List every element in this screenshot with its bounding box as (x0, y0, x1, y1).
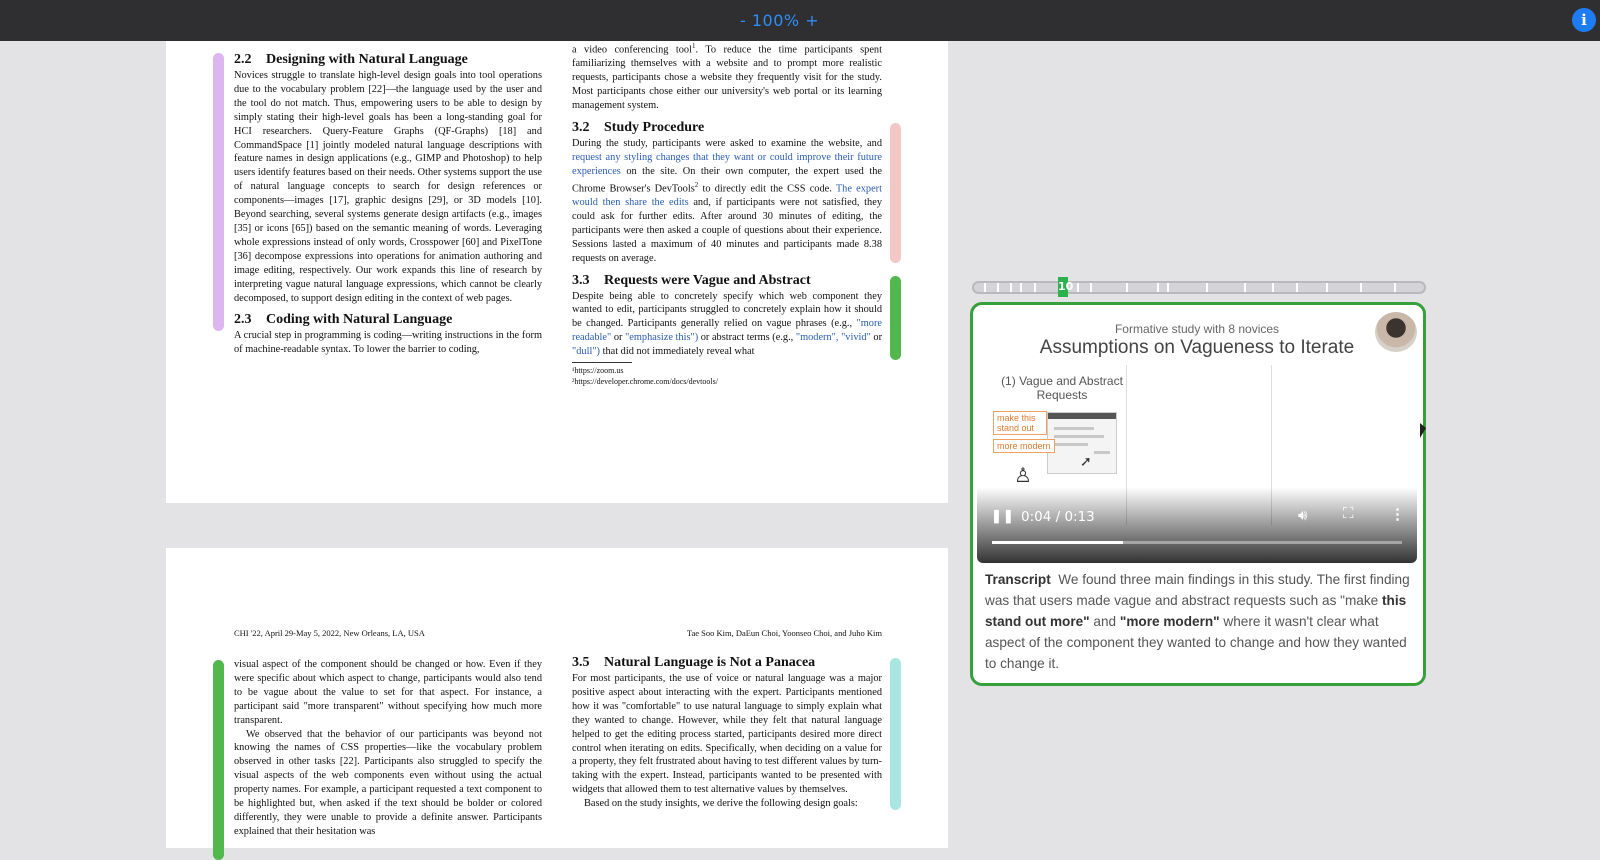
timeline-tick (1360, 283, 1362, 292)
highlighted-text-link[interactable]: "modern", "vivid" (795, 332, 871, 344)
zoom-control (740, 11, 819, 30)
timeline-tick (1326, 283, 1328, 292)
user-icon: ♙ (1014, 465, 1032, 487)
request-bubble: make this stand out (993, 411, 1047, 435)
highlighted-text-link[interactable]: request any styling changes that they want or could improve their future experiences (572, 151, 882, 177)
timeline-tick (1206, 283, 1208, 292)
section-heading-2-2: 2.2 Designing with Natural Language (234, 52, 468, 67)
timeline-tick (1394, 283, 1396, 292)
click-cursor-icon: ➚ (1080, 453, 1092, 469)
timeline-tick (1272, 283, 1274, 292)
highlight-bar-teal[interactable] (890, 658, 901, 810)
timeline-tick (1077, 283, 1079, 292)
highlight-bar-pink[interactable] (890, 123, 901, 263)
running-header-left: CHI '22, April 29-May 5, 2022, New Orleans, LA, USA (234, 628, 425, 638)
fullscreen-icon[interactable]: ⛶ (1343, 505, 1354, 522)
section-heading-2-3: 2.3 Coding with Natural Language (234, 312, 453, 328)
section-heading-3-2: 3.2 Study Procedure (572, 119, 705, 135)
timeline-tick (1020, 283, 1022, 292)
timeline-tick (1034, 283, 1036, 292)
right-column (572, 40, 882, 387)
left-column (234, 658, 542, 839)
video-timeline[interactable] (972, 281, 1426, 294)
highlighted-text-link[interactable]: The expert would then share the edits (572, 183, 882, 209)
mouse-cursor (1420, 423, 1426, 438)
timeline-tick (1167, 283, 1169, 292)
video-progress-bar[interactable] (992, 541, 1402, 544)
transcript: Transcript We found three main findings in this study. The first finding was that users made vague and abstract requests such as "make this stand out more" and "more modern" where it wasn't clear what aspect of the component they wanted to change and how they wanted to change it. (985, 572, 1410, 671)
paragraph: We observed that the behavior of our participants was beyond not knowing the names of CSS properties—like the vocabulary problem observed in other tasks [22]. Participants also struggled to specify the visual aspects of the web components even without using the actual property names. For example, a participant requested a text component to be highlighted but, when asked if the text should be bolder or colored differently, they were unable to provide a definite answer. Participants explained that their hesitation was (234, 728, 542, 837)
section-heading-3-3: 3.3 Requests were Vague and Abstract (572, 272, 811, 288)
highlighted-text-link[interactable]: "emphasize this") (625, 332, 699, 344)
video-progress-fill (992, 541, 1123, 544)
info-icon[interactable]: i (1572, 8, 1596, 32)
paper-page-1 (166, 41, 948, 503)
right-column (572, 654, 882, 811)
left-column (234, 51, 542, 357)
video-time: 0:04 / 0:13 (1021, 509, 1095, 525)
running-header-right: Tae Soo Kim, DaEun Choi, Yoonseo Choi, and Juho Kim (686, 628, 882, 638)
timeline-tick (1296, 283, 1298, 292)
video-subtitle: Formative study with 8 novices (1114, 322, 1280, 336)
zoom-level: 100% (751, 11, 800, 30)
video-player[interactable] (977, 307, 1417, 563)
zoom-out-button[interactable]: - (740, 11, 747, 30)
transcript-label: Transcript (985, 572, 1051, 587)
timeline-tick (997, 283, 999, 292)
video-card (970, 302, 1426, 686)
paragraph: During the study, participants were asked to examine the website, and request any styling changes that they want or could improve their future experiences on the site. On their own computer, the expert used the Chrome Browser's DevTools$^2$ to directly edit the CSS code. The expert would then share the edits and, if participants were not satisfied, they could ask for further edits. After around 30 minutes of editing, the participants were then asked a couple of questions about their experience. Sessions lasted a maximum of 40 minutes and participants made 8.38 requests on average. (572, 137, 882, 264)
video-title: Assumptions on Vagueness to Iterate (1039, 337, 1355, 358)
slide-column-heading: (1) Vague and Abstract Requests (1001, 374, 1123, 402)
timeline-current-marker[interactable]: 10 (1058, 277, 1068, 297)
presenter-avatar (1375, 312, 1417, 352)
pause-icon[interactable]: ❚❚ (991, 508, 1015, 523)
section-heading-3-5: 3.5 Natural Language is Not a Panacea (572, 655, 816, 670)
paper-page-2 (166, 548, 948, 848)
highlight-bar-green[interactable] (890, 276, 901, 360)
timeline-tick (1157, 283, 1159, 292)
more-options-icon[interactable]: ⋮ (1390, 506, 1405, 523)
highlight-bar-purple[interactable] (213, 53, 224, 331)
timeline-tick (1010, 283, 1012, 292)
footnote: ²https://developer.chrome.com/docs/devtools/ (572, 377, 718, 387)
paragraph: visual aspect of the component should be changed or how. Even if they were specific about which aspect to change, participants would also tend to be vague about the value to set for that aspect. For instance, a participant said "more transparent" without specifying how much more transparent. (234, 659, 542, 726)
timeline-tick (984, 283, 986, 292)
paragraph: For most participants, the use of voice or natural language was a major positive aspect about interacting with the expert. Participants mentioned how it was "comfortable" to use natural language to simply explain what they wanted to change. However, while they felt that natural language helped to get the editing process started, participants desired more direct control when iterating on edits. Specifically, when deciding on a value for a property, they felt frustrated about having to test different values by turn-taking with the expert. Instead, participants wanted to be presented with widgets that allowed them to test alternative values by themselves. (572, 673, 882, 796)
timeline-tick (1244, 283, 1246, 292)
paragraph: A crucial step in programming is coding—writing instructions in the form of machine-readable syntax. To lower the barrier to coding, (234, 330, 542, 356)
paragraph: a video conferencing tool$^1$. To reduce the time participants spent familiarizing themselves with a website and to prompt more realistic requests, participants chose a website they frequently visit for the study. Most participants chose either our university's web portal or its learning management system. (572, 42, 882, 112)
timeline-tick (1090, 283, 1092, 292)
paragraph: Novices struggle to translate high-level design goals into tool operations due to the vocabulary problem [22]—the language used by the user and the tool do not match. Thus, empowering users to be able to design by simply stating their high-level goals has been a long-standing goal for HCI researchers. Query-Feature Graphs (QF-Graphs) [18] and CommandSpace [1] jointly modeled natural language descriptions with feature names in design applications (e.g., GIMP and Photoshop) to help users identify features based on their needs. Other systems support the use of natural language concepts to search for design references or components—images [17], graphic designs [29], or 3D models [10]. Beyond searching, several systems generate design artifacts (e.g., images [35] or icons [65]) based on the semantic meaning of words. Leveraging whole expressions instead of only words, Crosspower [60] and PixelTone [36] decompose expressions into operations for animation authoring and image editing, respectively. Our work expands this line of research by interpreting vague natural language expressions, which cannot be clearly decomposed, to support design editing in the context of web pages. (234, 70, 542, 304)
highlight-bar-green[interactable] (213, 660, 224, 860)
request-bubble: more modern (993, 439, 1055, 453)
volume-icon[interactable]: 🔊︎ (1298, 507, 1308, 524)
footnote: ¹https://zoom.us (572, 366, 624, 376)
zoom-in-button[interactable]: + (805, 11, 820, 30)
paragraph: Despite being able to concretely specify which web component they wanted to edit, participants struggled to concretely explain how it should be changed. Participants generally relied on vague phrases (e.g., "more readable" or "emphasize this") or abstract terms (e.g., "modern", "vivid" or "dull") that did not immediately reveal what (572, 290, 883, 358)
highlighted-text-link[interactable]: "dull") (572, 346, 600, 358)
paragraph: Based on the study insights, we derive the following design goals: (584, 798, 858, 810)
footnote-rule (572, 362, 632, 363)
top-toolbar (0, 0, 1600, 41)
video-controls (977, 487, 1417, 563)
highlighted-text-link[interactable]: "more readable" (572, 318, 882, 344)
timeline-tick (1126, 283, 1128, 292)
